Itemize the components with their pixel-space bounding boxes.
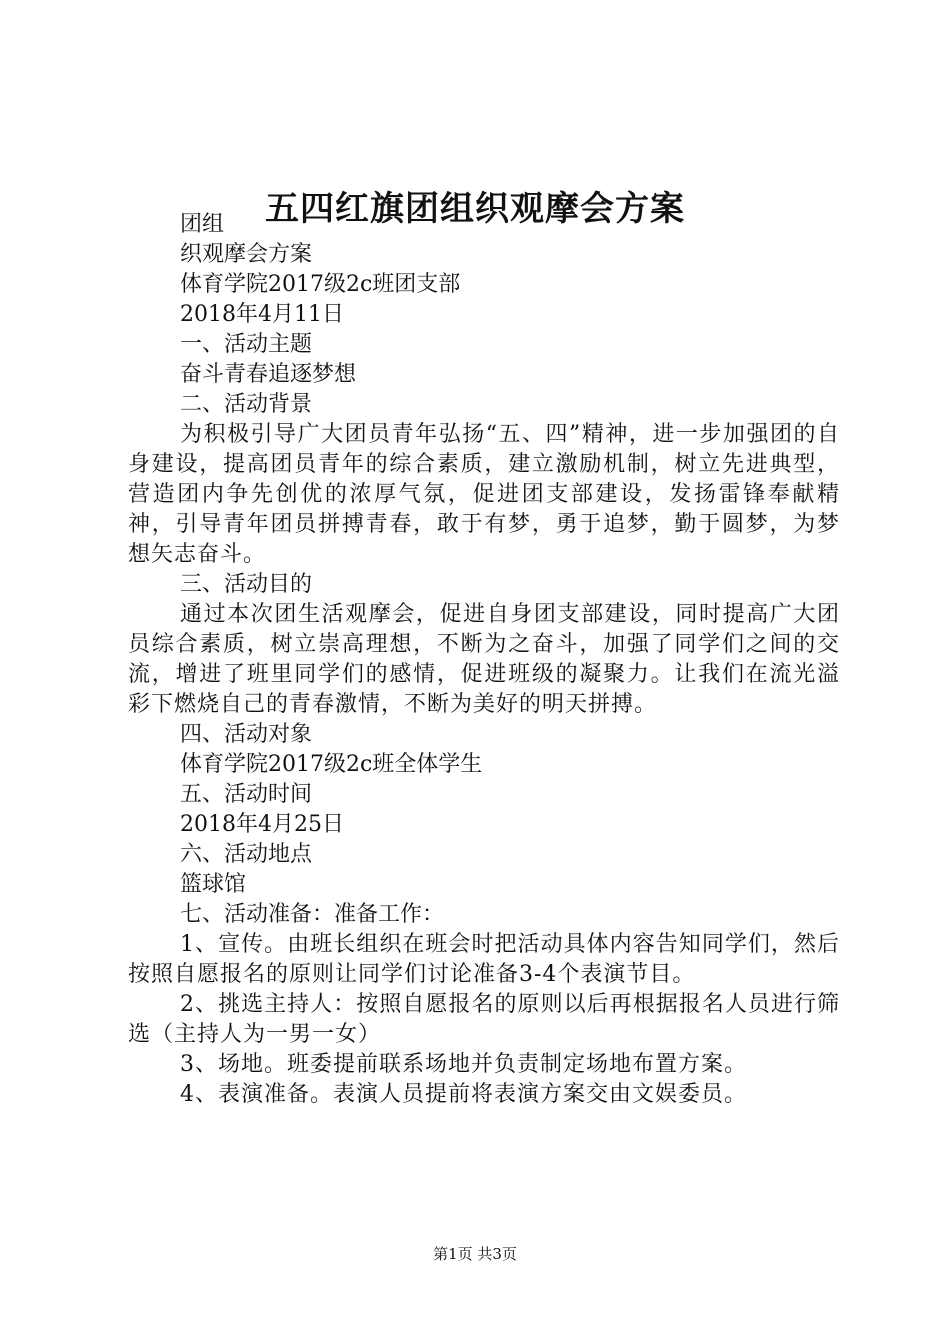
section-heading: 六、活动地点	[180, 842, 313, 867]
list-item: 1、宣传。由班长组织在班会时把活动具体内容告知同学们，然后按照自愿报名的原则让同学们讨论准备3-4个表演节目。	[128, 932, 840, 987]
text-line: 体育学院2017级2c班团支部	[180, 272, 461, 297]
section-heading: 一、活动主题	[180, 332, 313, 357]
text-line: 体育学院2017级2c班全体学生	[180, 752, 483, 777]
text-line: 2018年4月25日	[180, 812, 344, 837]
list-item: 3、场地。班委提前联系场地并负责制定场地布置方案。	[180, 1052, 747, 1077]
section-heading: 五、活动时间	[180, 782, 313, 807]
paragraph-background: 为积极引导广大团员青年弘扬“五、四”精神，进一步加强团的自身建设，提高团员青年的综合素质，建立激励机制，树立先进典型，营造团内争先创优的浓厚气氛，促进团支部建设，发扬雷锋奉献精神，引导青年团员拼搏青春，敢于有梦，勇于追梦，勤于圆梦，为梦想矢志奋斗。	[128, 422, 840, 567]
page-footer: 第1页 共3页	[433, 1245, 517, 1263]
section-heading: 七、活动准备：准备工作：	[180, 902, 445, 927]
list-item: 4、表演准备。表演人员提前将表演方案交由文娱委员。	[180, 1082, 747, 1107]
paragraph-purpose: 通过本次团生活观摩会，促进自身团支部建设，同时提高广大团员综合素质，树立崇高理想，不断为之奋斗，加强了同学们之间的交流，增进了班里同学们的感情，促进班级的凝聚力。让我们在流光溢彩下燃烧自己的青春激情，不断为美好的明天拼搏。	[128, 602, 840, 717]
section-heading: 三、活动目的	[180, 572, 313, 597]
text-line: 奋斗青春追逐梦想	[180, 362, 357, 387]
text-line: 2018年4月11日	[180, 302, 344, 327]
list-item: 2、挑选主持人：按照自愿报名的原则以后再根据报名人员进行筛选（主持人为一男一女）	[128, 992, 840, 1047]
document-body	[128, 210, 840, 1110]
text-line: 团组	[180, 212, 225, 237]
document-title: 五四红旗团组织观摩会方案	[265, 189, 685, 229]
text-line: 织观摩会方案	[180, 242, 313, 267]
section-heading: 四、活动对象	[180, 722, 313, 747]
text-line: 篮球馆	[180, 872, 247, 897]
section-heading: 二、活动背景	[180, 392, 313, 417]
